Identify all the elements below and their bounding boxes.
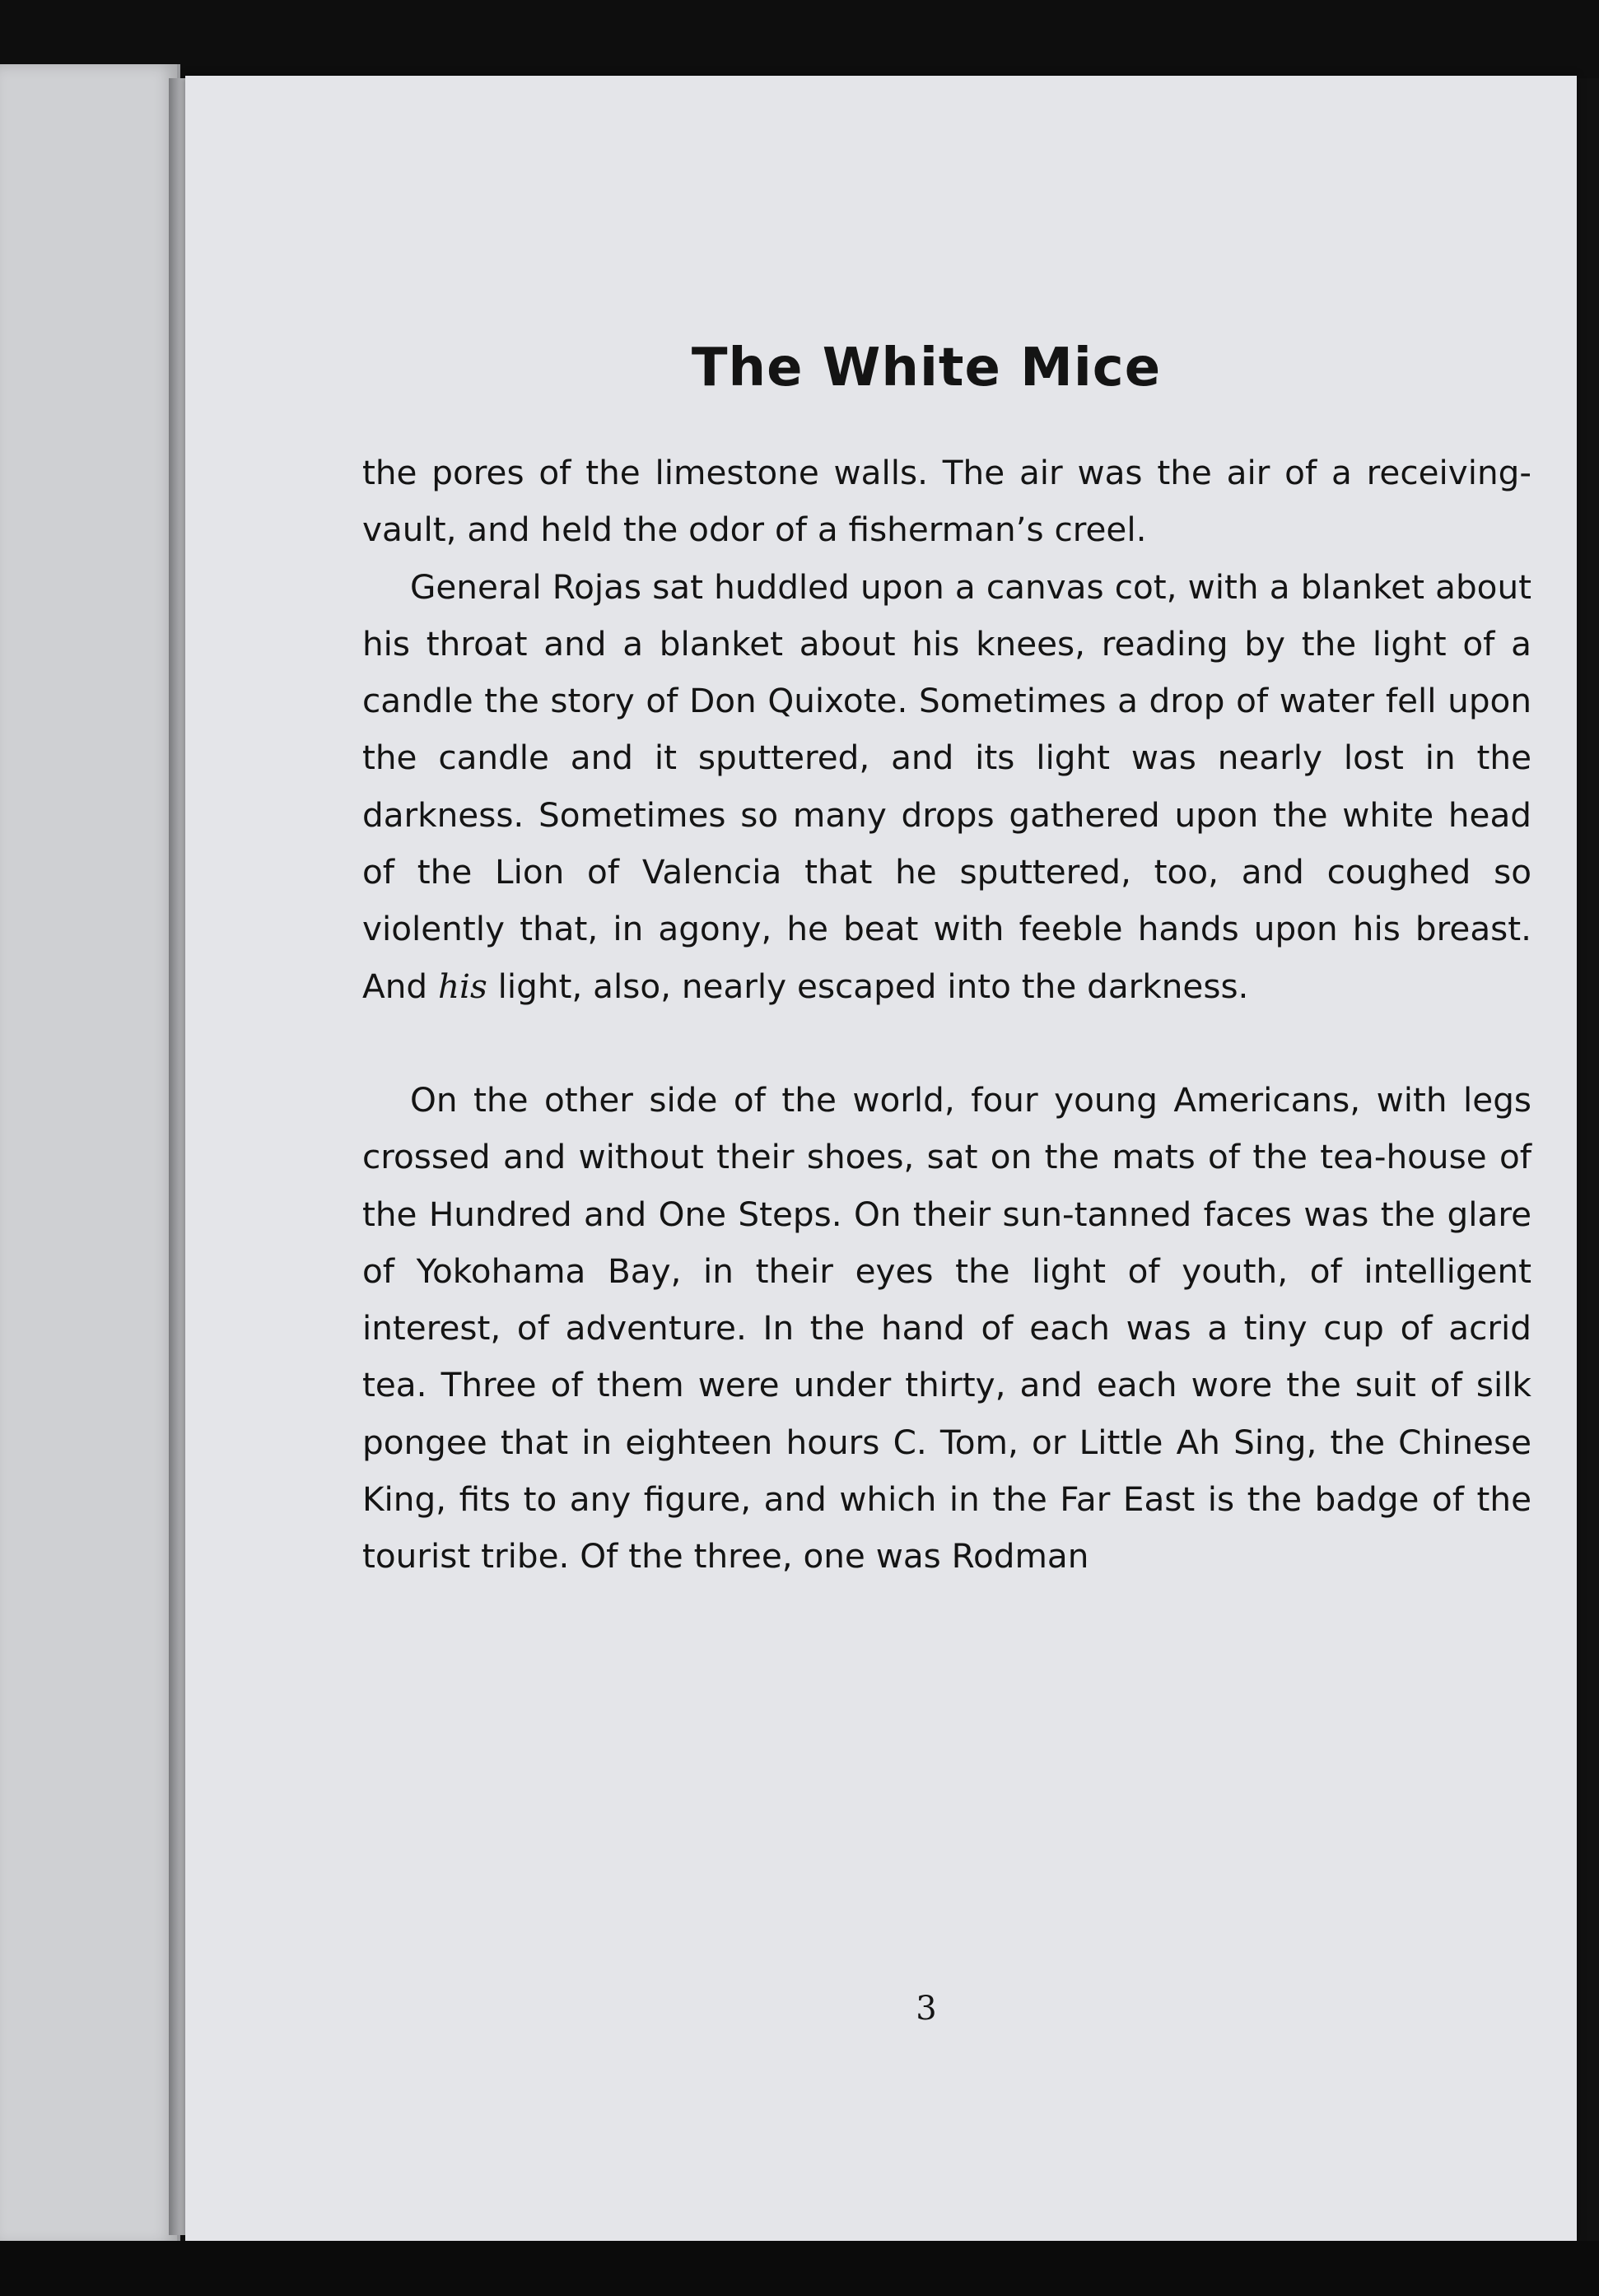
paragraph-text: General Rojas sat huddled upon a canvas cot, with a blanket about his throat and a blanket about his knees, reading by the light of a candle the story of Don Quixote. Sometimes a drop of water fell upon the candle and it sputtered, and its light was nearly lost in the darkness. Sometimes so many drops gathered upon the white head of the Lion of Valencia that he sputtered, too, and coughed so violently that, in agony, he beat with feeble hands upon his breast. And	[362, 566, 1531, 1006]
facing-page-edge	[0, 64, 180, 2246]
scanner-background-top	[0, 0, 1599, 78]
running-head: The White Mice	[691, 338, 1162, 398]
body-text	[362, 445, 1531, 1586]
italic-word: his	[437, 966, 487, 1006]
paragraph-text: light, also, nearly escaped into the darkness.	[487, 966, 1249, 1006]
paragraph-continued: the pores of the limestone walls. The air was the air of a receiving-vault, and held the odor of a fisherman’s creel.	[362, 453, 1531, 550]
paragraph-americans: On the other side of the world, four young Americans, with legs crossed and without their shoes, sat on the mats of the tea-house of the Hundred and One Steps. On their sun-tanned faces was the glare of Yokohama Bay, in their eyes the light of youth, of intelligent interest, of adventure. In the hand of each was a tiny cup of acrid tea. Three of them were under thirty, and each wore the suit of silk pongee that in eighteen hours C. Tom, or Little Ah Sing, the Chinese King, fits to any figure, and which in the Far East is the badge of the tourist tribe. Of the three, one was Rodman	[362, 1079, 1531, 1576]
book-page	[185, 76, 1577, 2241]
paragraph-general-rojas	[362, 559, 1531, 1015]
scanner-background-bottom	[0, 2241, 1599, 2296]
book-gutter	[169, 78, 187, 2235]
page-number: 3	[916, 1990, 937, 2028]
